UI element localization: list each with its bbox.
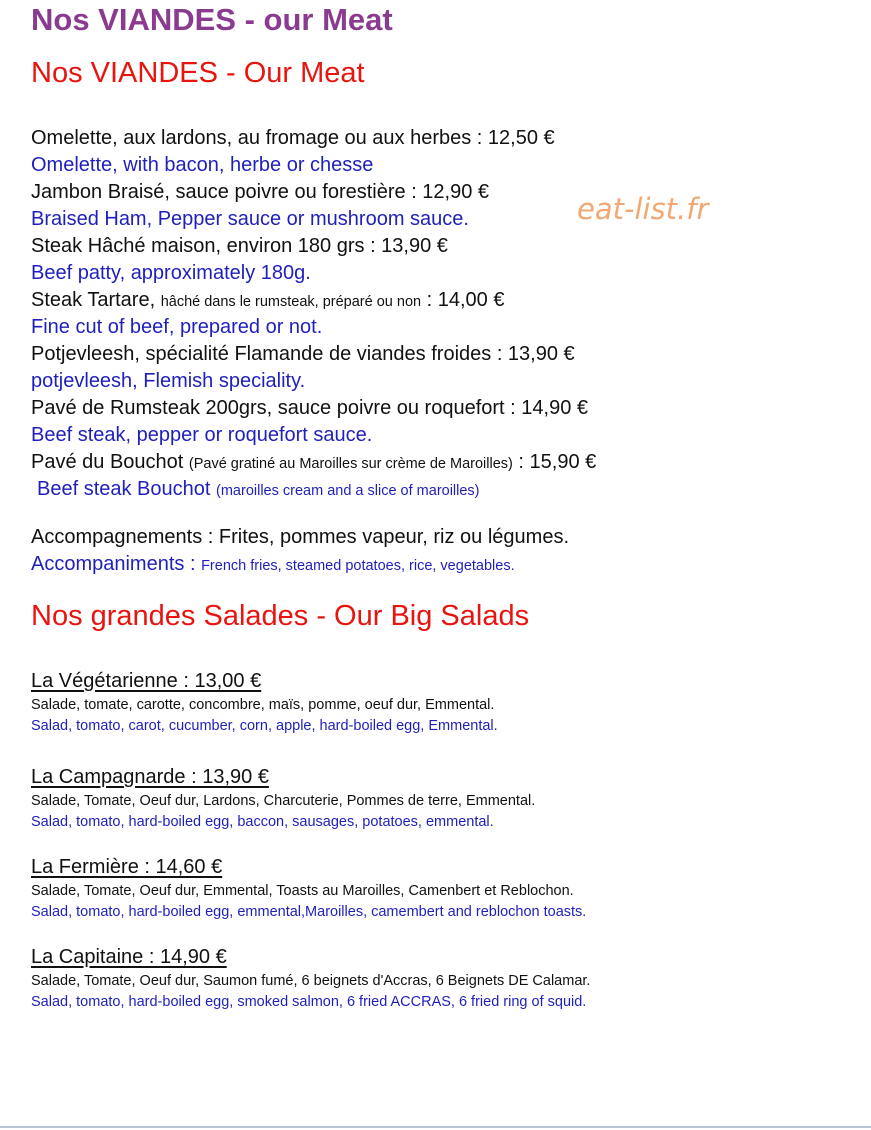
salad-ingredients-fr: Salade, Tomate, Oeuf dur, Saumon fumé, 6 beignets d'Accras, 6 Beignets DE Calamar.	[31, 973, 591, 989]
salad-name: La Végétarienne : 13,00 €	[31, 670, 262, 692]
menu-item-fr: Potjevleesh, spécialité Flamande de viandes froides : 13,90 €	[31, 343, 575, 365]
menu-item-fr-main: Pavé du Bouchot	[31, 451, 189, 473]
menu-item-en: Fine cut of beef, prepared or not.	[31, 316, 323, 338]
salad-name: La Fermière : 14,60 €	[31, 856, 223, 878]
page-title: Nos VIANDES - our Meat	[31, 2, 393, 37]
salad-ingredients-en: Salad, tomato, carot, cucumber, corn, apple, hard-boiled egg, Emmental.	[31, 718, 498, 734]
menu-item-fr-detail: hâché dans le rumsteak, préparé ou non	[160, 294, 422, 310]
menu-item-en: Beef patty, approximately 180g.	[31, 262, 311, 284]
menu-item-en: Braised Ham, Pepper sauce or mushroom sauce.	[31, 208, 469, 230]
menu-item-en: Beef steak, pepper or roquefort sauce.	[31, 424, 373, 446]
salad-name: La Campagnarde : 13,90 €	[31, 766, 269, 788]
menu-item-fr-detail: (Pavé gratiné au Maroilles sur crème de Maroilles)	[188, 456, 513, 472]
menu-item-en-main: Beef steak Bouchot	[37, 478, 217, 500]
accompaniments-en-label: Accompaniments :	[31, 553, 202, 575]
menu-item-fr: Jambon Braisé, sauce poivre ou forestière : 12,90 €	[31, 181, 490, 203]
salad-ingredients-en: Salad, tomato, hard-boiled egg, smoked salmon, 6 fried ACCRAS, 6 fried ring of squid.	[31, 994, 587, 1010]
menu-item-fr	[31, 289, 504, 312]
watermark: eat-list.fr	[577, 192, 709, 226]
menu-item-fr: Steak Hâché maison, environ 180 grs : 13,90 €	[31, 235, 448, 257]
menu-item-en: potjevleesh, Flemish speciality.	[31, 370, 306, 392]
menu-item-fr-main: Steak Tartare,	[31, 289, 161, 311]
menu-item-price: : 15,90 €	[512, 451, 597, 473]
menu-item-en-detail: (maroilles cream and a slice of maroilles)	[216, 483, 480, 499]
accompaniments-en-detail: French fries, steamed potatoes, rice, vegetables.	[201, 558, 515, 574]
menu-item-fr: Omelette, aux lardons, au fromage ou aux herbes : 12,50 €	[31, 127, 555, 149]
meat-section-title: Nos VIANDES - Our Meat	[31, 57, 365, 89]
salad-name: La Capitaine : 14,90 €	[31, 946, 227, 968]
menu-item-fr: Pavé de Rumsteak 200grs, sauce poivre ou roquefort : 14,90 €	[31, 397, 589, 419]
menu-item-en: Omelette, with bacon, herbe or chesse	[31, 154, 374, 176]
accompaniments-fr: Accompagnements : Frites, pommes vapeur, riz ou légumes.	[31, 526, 570, 548]
menu-item-fr	[31, 451, 596, 474]
salad-ingredients-en: Salad, tomato, hard-boiled egg, emmental,Maroilles, camembert and reblochon toasts.	[31, 904, 587, 920]
salad-ingredients-fr: Salade, Tomate, Oeuf dur, Emmental, Toasts au Maroilles, Camenbert et Reblochon.	[31, 883, 574, 899]
salad-ingredients-fr: Salade, tomate, carotte, concombre, maïs, pomme, oeuf dur, Emmental.	[31, 697, 495, 713]
menu-item-en	[37, 478, 480, 501]
accompaniments-en	[31, 553, 515, 576]
bottom-divider	[0, 1126, 871, 1128]
menu-item-price: : 14,00 €	[421, 289, 505, 311]
salad-ingredients-fr: Salade, Tomate, Oeuf dur, Lardons, Charcuterie, Pommes de terre, Emmental.	[31, 793, 536, 809]
salad-ingredients-en: Salad, tomato, hard-boiled egg, baccon, sausages, potatoes, emmental.	[31, 814, 494, 830]
salads-section-title: Nos grandes Salades - Our Big Salads	[31, 600, 530, 632]
